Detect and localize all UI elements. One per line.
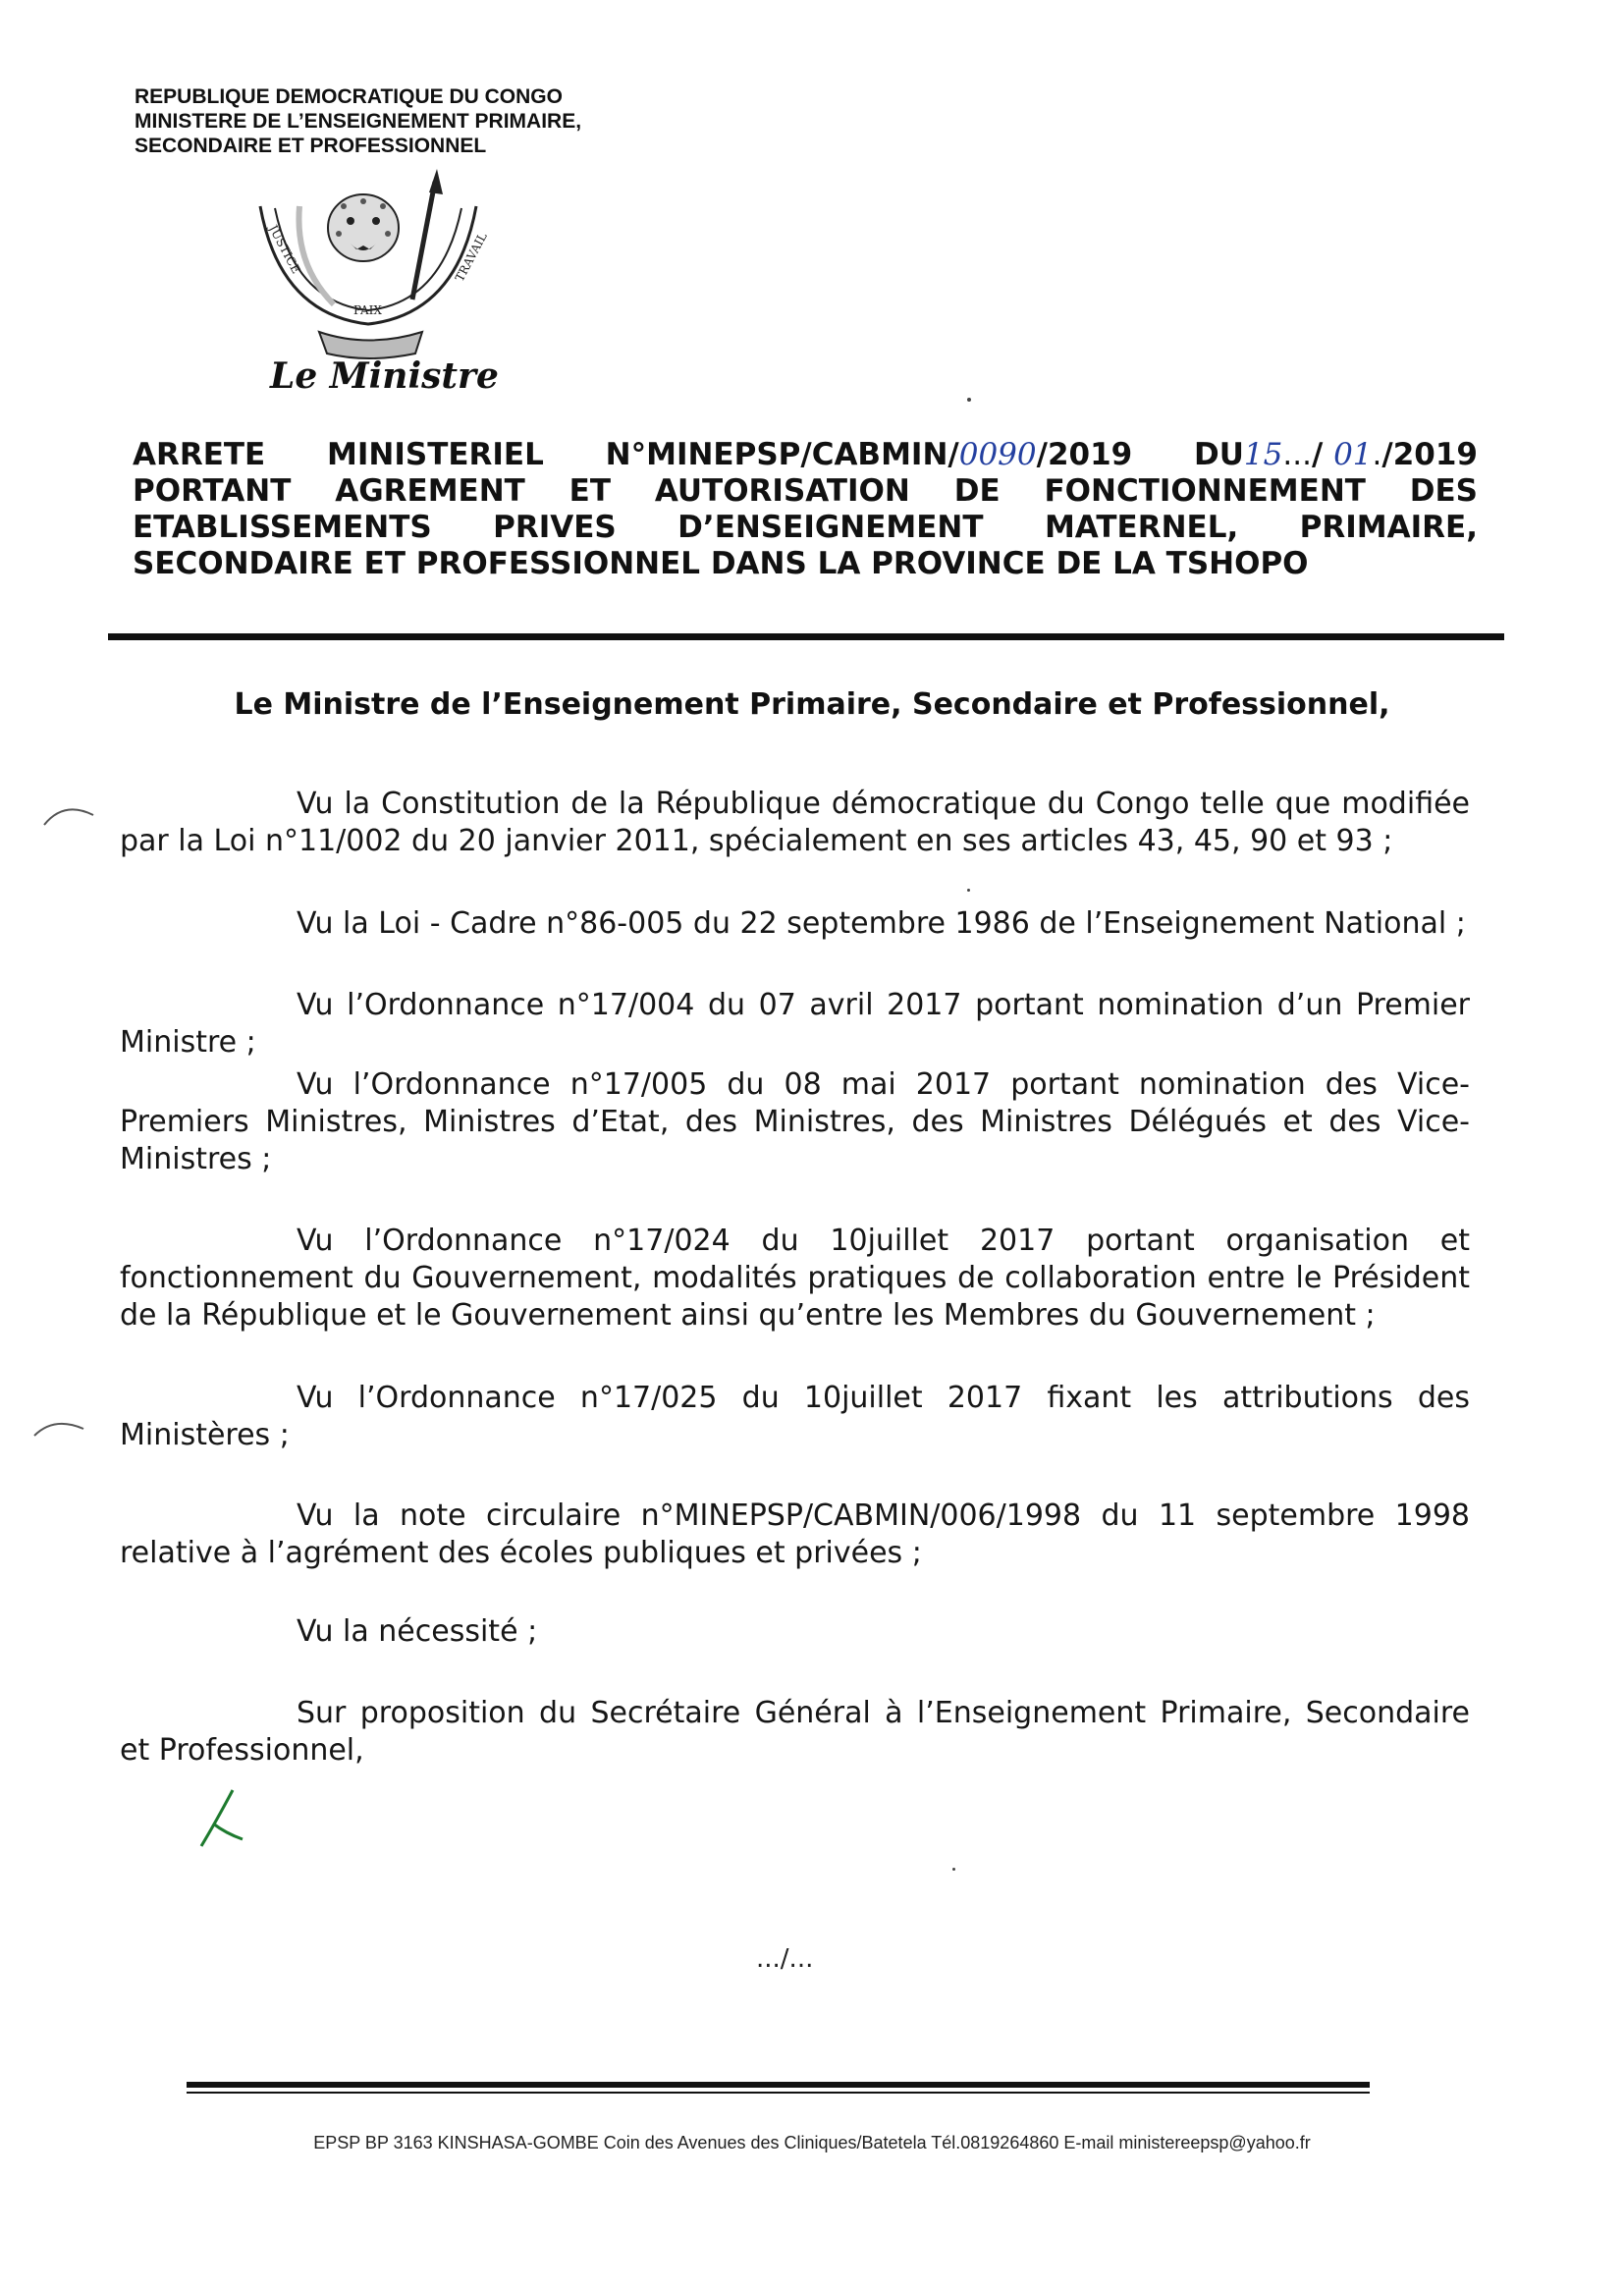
footer-address: EPSP BP 3163 KINSHASA-GOMBE Coin des Avenues des Cliniques/Batetela Tél.0819264860 E-mail ministereepsp@yahoo.fr [313, 2133, 1311, 2152]
decree-title [133, 437, 1478, 582]
paragraph-ordonnance-005: Vu l’Ordonnance n°17/005 du 08 mai 2017 portant nomination des Vice-Premiers Ministres, Ministres d’Etat, des Ministres, des Ministres Délégués et des Vice-Ministres ; [120, 1067, 1470, 1176]
decree-month: 01 [1333, 437, 1373, 472]
decree-word-ministeriel: MINISTERIEL [327, 437, 544, 472]
footer-divider [187, 2082, 1370, 2088]
letterhead-country: REPUBLIQUE DEMOCRATIQUE DU CONGO [135, 85, 563, 108]
decree-date: DU15.../ 01./2019 [1194, 437, 1478, 472]
emblem-motto-right: TRAVAIL [452, 230, 490, 285]
paragraph-proposition: Sur proposition du Secrétaire Général à l’Enseignement Primaire, Secondaire et Professionnel, [120, 1696, 1470, 1768]
decree-number: 0090 [958, 437, 1037, 472]
decree-day: 15 [1243, 437, 1283, 472]
initial-mark-icon [191, 1782, 250, 1851]
decree-subject: PORTANT AGREMENT ET AUTORISATION DE FONCTIONNEMENT DES ETABLISSEMENTS PRIVES D’ENSEIGNEMENT MATERNEL, PRIMAIRE, SECONDAIRE ET PROFESSIONNEL DANS LA PROVINCE DE LA TSHOPO [133, 473, 1478, 581]
footer-divider-thin [187, 2092, 1370, 2094]
minister-heading: Le Ministre de l’Enseignement Primaire, Secondaire et Professionnel, [234, 687, 1390, 722]
paragraph-ordonnance-004: Vu l’Ordonnance n°17/004 du 07 avril 2017 portant nomination d’un Premier Ministre ; [120, 988, 1470, 1060]
minister-title: Le Ministre [270, 355, 499, 397]
paragraph-ordonnance-025: Vu l’Ordonnance n°17/025 du 10juillet 2017 fixant les attributions des Ministères ; [120, 1381, 1470, 1452]
paragraph-necessite: Vu la nécessité ; [297, 1614, 538, 1649]
letterhead-ministry: MINISTERE DE L’ENSEIGNEMENT PRIMAIRE, [135, 110, 582, 133]
paragraph-ordonnance-024: Vu l’Ordonnance n°17/024 du 10juillet 2017 portant organisation et fonctionnement du Gouvernement, modalités pratiques de collaboration entre le Président de la République et le Gouvernement ainsi qu’entre les Membres du Gouvernement ; [120, 1224, 1470, 1333]
scan-speck [967, 398, 971, 402]
decree-reference-line [133, 437, 1478, 473]
letterhead [135, 84, 581, 158]
decree-reference: N°MINEPSP/CABMIN/0090/2019 [605, 437, 1133, 472]
emblem-motto-left: JUSTICE [266, 222, 303, 277]
scan-mark-icon [39, 795, 98, 835]
coat-of-arms-icon [241, 167, 496, 373]
decree-word-arrete: ARRETE [133, 437, 266, 472]
letterhead-ministry-cont: SECONDAIRE ET PROFESSIONNEL [135, 135, 487, 157]
paragraph-note-circulaire: Vu la note circulaire n°MINEPSP/CABMIN/006/1998 du 11 septembre 1998 relative à l’agrément des écoles publiques et privées ; [120, 1498, 1470, 1570]
paragraph-constitution: Vu la Constitution de la République démocratique du Congo telle que modifiée par la Loi n°11/002 du 20 janvier 2011, spécialement en ses articles 43, 45, 90 et 93 ; [120, 787, 1470, 858]
scan-speck [967, 889, 970, 892]
paragraph-loi-cadre: Vu la Loi - Cadre n°86-005 du 22 septembre 1986 de l’Enseignement National ; [297, 906, 1466, 941]
emblem-motto-center: PAIX [353, 303, 382, 317]
scan-mark-icon [29, 1414, 88, 1444]
title-divider [108, 633, 1504, 640]
page-continuation: .../... [756, 1944, 814, 1974]
scan-speck [952, 1868, 955, 1871]
